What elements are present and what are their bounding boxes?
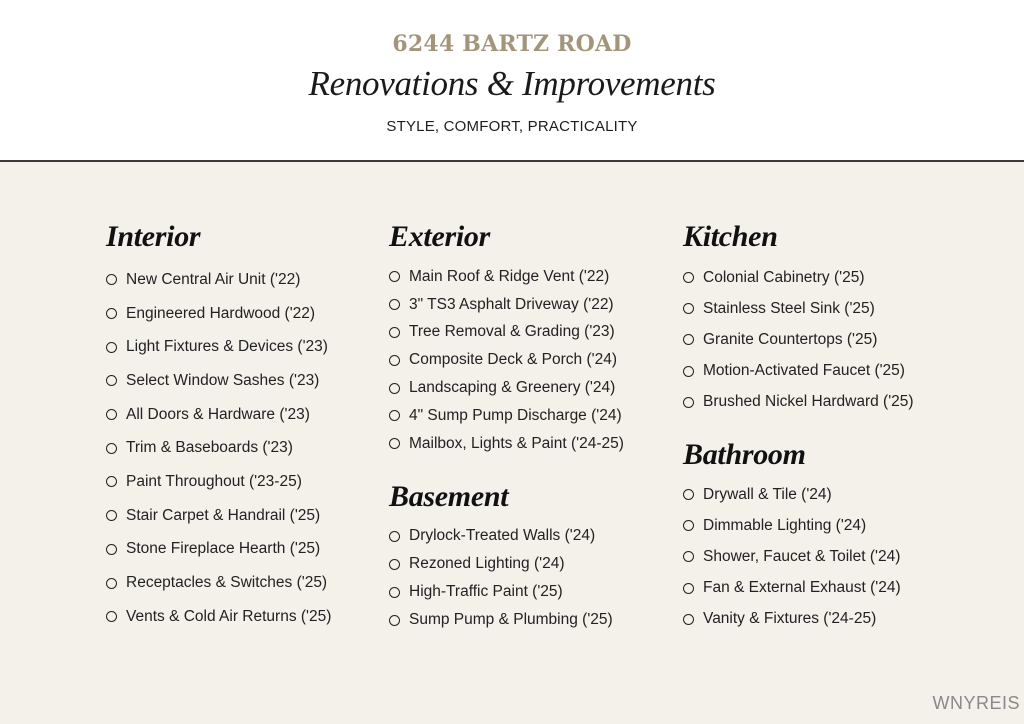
circle-bullet-icon [683, 520, 694, 531]
section-title: Interior [106, 220, 201, 253]
item-label: Vents & Cold Air Returns ('25) [126, 607, 332, 625]
circle-bullet-icon [389, 271, 400, 282]
item-list [683, 262, 914, 418]
item-label: Tree Removal & Grading ('23) [409, 323, 615, 341]
list-item [389, 522, 613, 550]
list-item [106, 600, 331, 634]
circle-bullet-icon [683, 334, 694, 345]
circle-bullet-icon [106, 342, 117, 353]
list-item [389, 346, 624, 374]
header [0, 0, 1024, 161]
section-title: Kitchen [683, 220, 778, 253]
list-item [389, 606, 613, 634]
list-item [389, 263, 624, 291]
circle-bullet-icon [683, 551, 694, 562]
item-label: Mailbox, Lights & Paint ('24-25) [409, 434, 624, 452]
page-title: Renovations & Improvements [308, 64, 716, 103]
circle-bullet-icon [389, 587, 400, 598]
item-label: Colonial Cabinetry ('25) [703, 268, 865, 286]
circle-bullet-icon [389, 299, 400, 310]
property-address: 6244 BARTZ ROAD [392, 31, 632, 57]
section-interior [106, 220, 331, 634]
item-label: 4" Sump Pump Discharge ('24) [409, 406, 622, 424]
item-label: Engineered Hardwood ('22) [126, 304, 316, 322]
list-item [389, 578, 613, 606]
item-label: Rezoned Lighting ('24) [409, 555, 565, 572]
circle-bullet-icon [389, 355, 400, 366]
item-label: Drylock-Treated Walls ('24) [409, 527, 596, 544]
list-item [683, 510, 901, 541]
list-item [683, 541, 901, 572]
list-item [389, 374, 624, 402]
item-label: Stainless Steel Sink ('25) [703, 299, 875, 317]
item-label: New Central Air Unit ('22) [126, 270, 301, 288]
circle-bullet-icon [389, 327, 400, 338]
item-label: 3" TS3 Asphalt Driveway ('22) [409, 295, 614, 313]
list-item [389, 550, 613, 578]
tagline: STYLE, COMFORT, PRACTICALITY [386, 118, 638, 135]
item-label: Drywall & Tile ('24) [703, 485, 832, 503]
list-item [683, 262, 914, 293]
list-item [106, 398, 331, 432]
circle-bullet-icon [389, 410, 400, 421]
item-label: Main Roof & Ridge Vent ('22) [409, 267, 610, 285]
circle-bullet-icon [106, 510, 117, 521]
list-item [389, 291, 624, 319]
item-label: Stair Carpet & Handrail ('25) [126, 506, 321, 524]
item-label: Trim & Baseboards ('23) [126, 439, 293, 457]
section-title: Bathroom [683, 438, 806, 471]
circle-bullet-icon [106, 409, 117, 420]
list-item [683, 293, 914, 324]
circle-bullet-icon [106, 544, 117, 555]
section-bathroom [683, 438, 901, 635]
item-label: Light Fixtures & Devices ('23) [126, 338, 328, 356]
item-label: All Doors & Hardware ('23) [126, 405, 310, 423]
circle-bullet-icon [683, 303, 694, 314]
list-item [106, 297, 331, 331]
list-item [683, 604, 901, 635]
list-item [389, 430, 624, 458]
circle-bullet-icon [106, 443, 117, 454]
circle-bullet-icon [106, 375, 117, 386]
list-item [683, 573, 901, 604]
item-label: Paint Throughout ('23-25) [126, 472, 302, 490]
circle-bullet-icon [683, 397, 694, 408]
item-label: Receptacles & Switches ('25) [126, 574, 328, 592]
list-item [106, 431, 331, 465]
item-label: Vanity & Fixtures ('24-25) [703, 610, 877, 628]
circle-bullet-icon [389, 438, 400, 449]
item-label: Shower, Faucet & Toilet ('24) [703, 547, 901, 565]
section-basement [389, 480, 613, 634]
list-item [106, 566, 331, 600]
item-list [683, 479, 901, 635]
item-list [106, 263, 331, 634]
section-title: Exterior [389, 220, 490, 253]
item-label: Motion-Activated Faucet ('25) [703, 362, 905, 380]
circle-bullet-icon [683, 489, 694, 500]
list-item [106, 263, 331, 297]
circle-bullet-icon [106, 611, 117, 622]
list-item [106, 330, 331, 364]
section-kitchen [683, 220, 914, 418]
item-label: Brushed Nickel Hardward ('25) [703, 393, 914, 411]
list-item [683, 356, 914, 387]
circle-bullet-icon [389, 383, 400, 394]
circle-bullet-icon [683, 366, 694, 377]
circle-bullet-icon [683, 614, 694, 625]
circle-bullet-icon [683, 272, 694, 283]
circle-bullet-icon [106, 578, 117, 589]
item-label: Select Window Sashes ('23) [126, 371, 320, 389]
section-title: Basement [389, 480, 509, 513]
list-item [389, 319, 624, 347]
list-item [106, 364, 331, 398]
circle-bullet-icon [389, 615, 400, 626]
circle-bullet-icon [389, 559, 400, 570]
list-item [106, 465, 331, 499]
list-item [389, 402, 624, 430]
list-item [683, 324, 914, 355]
circle-bullet-icon [389, 531, 400, 542]
item-label: Landscaping & Greenery ('24) [409, 379, 616, 397]
circle-bullet-icon [683, 583, 694, 594]
list-item [106, 499, 331, 533]
list-item [683, 387, 914, 418]
item-label: Fan & External Exhaust ('24) [703, 579, 901, 597]
circle-bullet-icon [106, 274, 117, 285]
list-item [683, 479, 901, 510]
circle-bullet-icon [106, 476, 117, 487]
item-label: Dimmable Lighting ('24) [703, 516, 867, 534]
item-label: High-Traffic Paint ('25) [409, 583, 563, 600]
list-item [106, 533, 331, 567]
item-label: Stone Fireplace Hearth ('25) [126, 540, 321, 558]
watermark: WNYREIS [932, 693, 1020, 713]
item-list [389, 522, 613, 634]
item-list [389, 263, 624, 458]
circle-bullet-icon [106, 308, 117, 319]
item-label: Granite Countertops ('25) [703, 330, 878, 348]
section-exterior [389, 220, 624, 458]
item-label: Composite Deck & Porch ('24) [409, 351, 617, 369]
item-label: Sump Pump & Plumbing ('25) [409, 611, 613, 628]
